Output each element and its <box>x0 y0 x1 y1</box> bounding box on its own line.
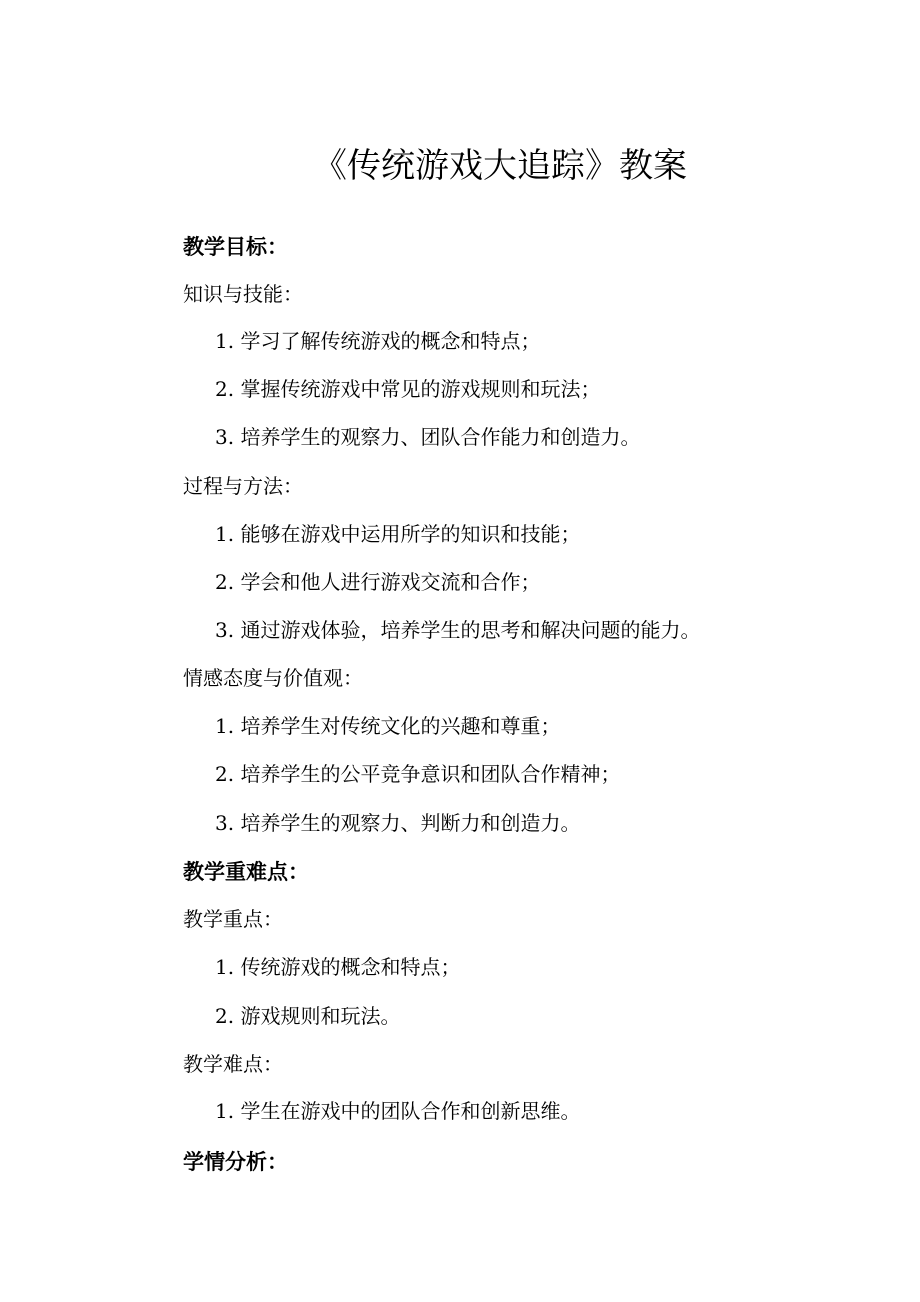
list-item: 3. 培养学生的观察力、团队合作能力和创造力。 <box>215 425 641 449</box>
list-item: 1. 传统游戏的概念和特点； <box>215 955 461 979</box>
list-item: 3. 通过游戏体验，培养学生的思考和解决问题的能力。 <box>215 618 701 642</box>
subheading-knowledge: 知识与技能： <box>183 282 303 306</box>
page-title: 《传统游戏大追踪》教案 <box>313 146 687 186</box>
list-item: 2. 掌握传统游戏中常见的游戏规则和玩法； <box>215 377 601 401</box>
section-heading-objectives: 教学目标： <box>183 235 288 259</box>
list-item: 2. 游戏规则和玩法。 <box>215 1004 401 1028</box>
subheading-attitude: 情感态度与价值观： <box>183 666 363 690</box>
list-item: 1. 学生在游戏中的团队合作和创新思维。 <box>215 1099 581 1123</box>
list-item: 2. 培养学生的公平竞争意识和团队合作精神； <box>215 762 621 786</box>
list-item: 1. 学习了解传统游戏的概念和特点； <box>215 329 541 353</box>
list-item: 3. 培养学生的观察力、判断力和创造力。 <box>215 811 581 835</box>
list-item: 2. 学会和他人进行游戏交流和合作； <box>215 570 541 594</box>
subheading-difficulty: 教学难点： <box>183 1052 283 1076</box>
list-item: 1. 能够在游戏中运用所学的知识和技能； <box>215 522 581 546</box>
list-item: 1. 培养学生对传统文化的兴趣和尊重； <box>215 714 561 738</box>
section-heading-key-points: 教学重难点： <box>183 860 309 884</box>
section-heading-analysis: 学情分析： <box>183 1150 288 1174</box>
subheading-focus: 教学重点： <box>183 907 283 931</box>
subheading-process: 过程与方法： <box>183 474 303 498</box>
